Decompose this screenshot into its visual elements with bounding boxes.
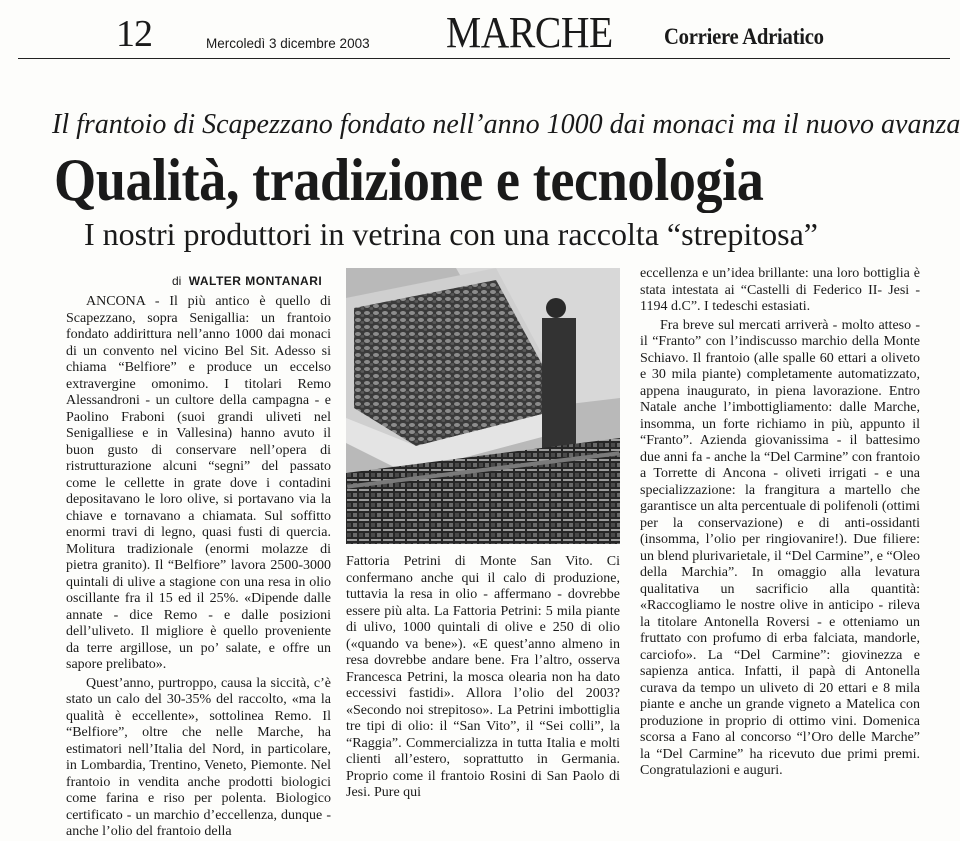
- article-column-3: [640, 266, 920, 780]
- masthead-rule: [18, 58, 950, 59]
- olive-press-photo: [346, 268, 620, 544]
- byline-author: WALTER MONTANARI: [188, 274, 323, 288]
- issue-date: Mercoledì 3 dicembre 2003: [206, 36, 370, 51]
- byline: [172, 274, 322, 288]
- article-kicker: Il frantoio di Scapezzano fondato nell’anno 1000 dai monaci ma il nuovo avanza: [52, 109, 960, 140]
- article-headline: Qualità, tradizione e tecnologia: [54, 147, 764, 213]
- byline-prefix: di: [172, 274, 182, 288]
- newspaper-name: Corriere Adriatico: [664, 24, 824, 49]
- paragraph: Fattoria Petrini di Monte San Vito. Ci confermano anche qui il calo di produzione, tuttavia la resa in olio - affermano - dovrebbe essere più alta. La Fattoria Petrini: 5 mila piante di ulivo, 1000 quintali di olive e 250 di olio («quando va bene»). «E quest’anno almeno in resa dovrebbe andare bene. Fra l’altro, osserva Francesca Petrini, la mosca olearia non ha dato eccessivi fastidi». Allora l’olio del 2003? «Secondo noi strepitoso». La Petrini imbottiglia tre tipi di olio: il “San Vito”, il “Sei colli”, la “Raggia”. Commercializza in tutta Italia e molti clienti all’estero, soprattutto in Germania. Proprio come il frantoio Rosini di San Paolo di Jesi. Pure qui: [346, 554, 620, 800]
- page-number: 12: [116, 13, 152, 55]
- paragraph: eccellenza e un’idea brillante: una loro bottiglia è stata intestata ai “Castelli di Federico II- Jesi - 1194 d.C”. I tedeschi estasiati.: [640, 266, 920, 314]
- section-title: MARCHE: [446, 8, 613, 57]
- paragraph: Fra breve sul mercati arriverà - molto atteso - il “Franto” con l’indiscusso marchio della Monte Schiavo. Il frantoio (alle spalle 60 ettari a oliveto e 30 mila piante) completamente automatizzato, appena inaugurato, in piena lavorazione. Entro Natale anche l’imbottigliamento: dalle Marche, insomma, un forte richiamo in più, appunto il “Franto”. Azienda giovanissima - il battesimo due anni fa - anche la “Del Carmine” con frantoio a Torrette di Ancona - oliveti irrigati - e una specializzazione: la frangitura a martello che garantisce un alta percentuale di polifenoli (ottimi per la conservazione) e di anti-ossidanti (insomma, l’olio per ringiovanire!). Due filiere: un blend plurivarietale, il “Del Carmine”, e “Oleo della Marchia”. In omaggio alla levatura qualitativa un sacrificio alla quantità: «Raccogliamo le nostre olive in anticipo - rileva la titolare Antonella Roversi - e otteniamo un fruttato con profumo di erba falciata, mandorle, carciofo». La “Del Carmine”: giovinezza e sapienza antica. Infatti, il papà di Antonella curava da tempo un uliveto di 20 ettari e 8 mila piante e anche un grande vigneto a Matelica con produzione in proprio di ottimo vini. Domenica scorsa a Fano al concorso “l’Oro delle Marche” la “Del Carmine” ha ricevuto due primi premi. Congratulazioni e auguri.: [640, 317, 920, 778]
- masthead: [0, 0, 960, 60]
- paragraph: Quest’anno, purtroppo, causa la siccità, c’è stato un calo del 30-35% del raccolto, «ma la qualità è eccellente», sottolinea Remo. Il “Belfiore”, oltre che nelle Marche, ha estimatori nell’Italia del Nord, in particolare, in Lombardia, Trentino, Veneto, Piemonte. Nel frantoio in vendita anche prodotti biologici come farina e riso per polenta. Biologico certificato - un marchio d’eccellenza, dunque - anche l’olio del frantoio della: [66, 675, 331, 839]
- paragraph: ANCONA - Il più antico è quello di Scapezzano, sopra Senigallia: un frantoio fondato addirittura nell’anno 1000 dai monaci di un convento nel vicino Bel Sit. Adesso si chiama “Belfiore” e produce un eccelso extravergine omonimo. I titolari Remo Alessandroni - un cultore della campagna - e Paolino Fraboni (suoi grandi uliveti nel Senigalliese e in Vallesina) hanno avuto il buon gusto di conservare nell’opera di ristrutturazione alcuni “segni” del passato come le cellette in grate dove i contadini depositavano le loro olive, si portavano via la chiave e tornavano a chiamata. Sul soffitto enormi travi di legno, quasi fusti di quercia. Molitura tradizionale (enormi molazze di pietra granito). Il “Belfiore” lavora 2500-3000 quintali di ulive a stagione con una resa in olio oscillante fra il 15 ed il 25%. «Dipende dalle annate - dice Remo - e dalle posizioni dell’uliveto. Il migliore è quello proveniente da terre argillose, un po’ salate, e offre un sapore prelibato».: [66, 294, 331, 672]
- olive-press-illustration: [346, 268, 620, 544]
- article-subheadline: I nostri produttori in vetrina con una raccolta “strepitosa”: [84, 216, 818, 252]
- article-column-2: [346, 554, 620, 802]
- article-column-1: [66, 294, 331, 841]
